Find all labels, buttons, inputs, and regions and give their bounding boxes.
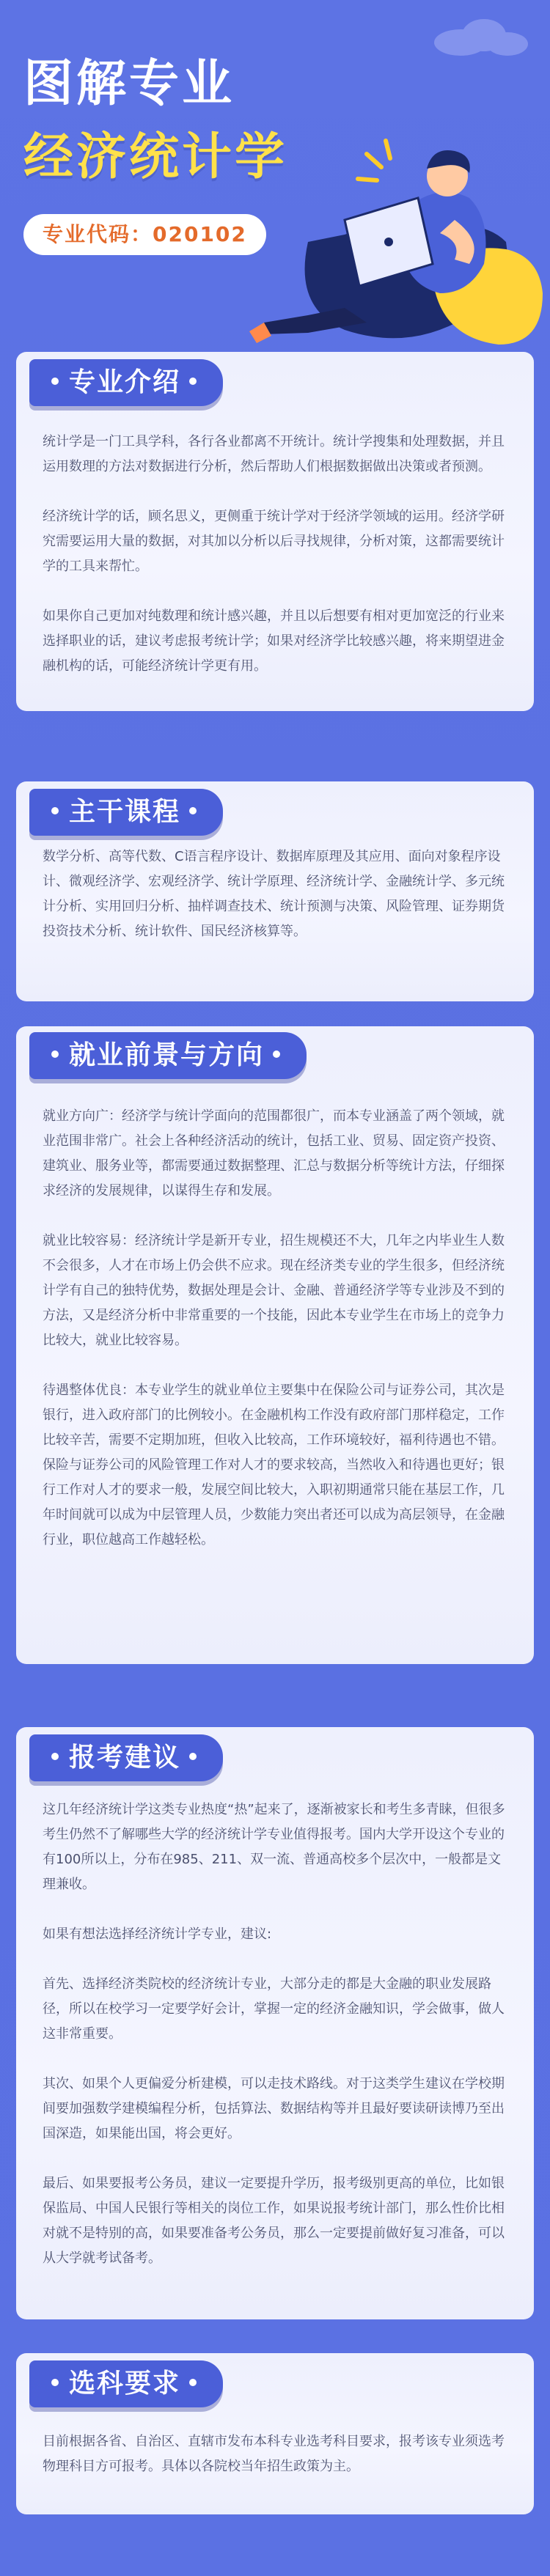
section-heading-careers: 就业前景与方向 bbox=[29, 1032, 307, 1079]
paragraph: 首先、选择经济类院校的经济统计专业，大部分走的都是大金融的职业发展路径，所以在校学习一定要学好会计，掌握一定的经济金融知识，学会做事，做人这非常重要。 bbox=[43, 1976, 505, 2042]
page-title-line1: 图解专业 bbox=[23, 55, 235, 113]
dot-icon bbox=[189, 378, 197, 385]
section-heading-intro: 专业介绍 bbox=[29, 359, 223, 406]
paragraph: 数学分析、高等代数、C语言程序设计、数据库原理及其应用、面向对象程序设计、微观经济学、宏观经济学、统计学原理、经济统计学、金融统计学、多元统计分析、实用回归分析、抽样调查技术、统计预测与决策、风险管理、证券期货投资技术分析、统计软件、国民经济核算等。 bbox=[43, 849, 505, 939]
paragraph: 待遇整体优良：本专业学生的就业单位主要集中在保险公司与证券公司，其次是银行，进入政府部门的比例较小。在金融机构工作没有政府部门那样稳定，工作比较辛苦，需要不定期加班，但收入比较高，工作环境较好，福利待遇也不错。保险与证券公司的风险管理工作对人才的要求较高，当然收入和待遇也更好；银行工作对人才的要求一般，发展空间比较大，入职初期通常只能在基层工作，几年时间就可以成为中层管理人员，少数能力突出者还可以成为高层领导，在金融行业，职位越高工作越轻松。 bbox=[43, 1383, 505, 1548]
dot-icon bbox=[51, 378, 59, 385]
paragraph: 如果你自己更加对纯数理和统计感兴趣，并且以后想要有相对更加宽泛的行业来选择职业的话，建议考虑报考统计学；如果对经济学比较感兴趣，将来期望进金融机构的话，可能经济统计学更有用。 bbox=[43, 608, 505, 674]
paragraph: 统计学是一门工具学科，各行各业都离不开统计。统计学搜集和处理数据，并且运用数理的方法对数据进行分析，然后帮助人们根据数据做出决策或者预测。 bbox=[43, 434, 505, 474]
paragraph: 就业方向广：经济学与统计学面向的范围都很广，而本专业涵盖了两个领域，就业范围非常广。社会上各种经济活动的统计，包括工业、贸易、固定资产投资、建筑业、服务业等，都需要通过数据整理、汇总与数据分析等统计方法，仔细探求经济的发展规律，以谋得生存和发展。 bbox=[43, 1108, 505, 1199]
section-body bbox=[43, 844, 507, 944]
dot-icon bbox=[51, 807, 59, 814]
page-title-line2: 经济统计学 bbox=[23, 128, 288, 186]
paragraph: 经济统计学的话，顾名思义，更侧重于统计学对于经济学领域的运用。经济学研究需要运用大量的数据，对其加以分析以后寻找规律，分析对策，这都需要统计学的工具来帮忙。 bbox=[43, 509, 505, 574]
paragraph: 如果有想法选择经济统计学专业，建议: bbox=[43, 1927, 272, 1942]
major-code-badge: 专业代码：020102 bbox=[23, 214, 266, 255]
spark-icon bbox=[358, 141, 390, 180]
hero-banner bbox=[0, 0, 550, 345]
section-heading-advice: 报考建议 bbox=[29, 1734, 223, 1781]
section-body bbox=[43, 2429, 507, 2479]
section-heading-courses: 主干课程 bbox=[29, 789, 223, 836]
dot-icon bbox=[189, 1753, 197, 1760]
dot-icon bbox=[51, 2379, 59, 2386]
dot-icon bbox=[51, 1050, 59, 1058]
section-body bbox=[43, 430, 507, 679]
paragraph: 目前根据各省、自治区、直辖市发布本科专业选考科目要求，报考该专业须选考物理科目方可报考。具体以各院校当年招生政策为主。 bbox=[43, 2434, 505, 2474]
section-heading-subjects: 选科要求 bbox=[29, 2360, 223, 2407]
section-card-advice bbox=[16, 1727, 534, 2319]
cloud-icon bbox=[434, 19, 528, 56]
section-card-careers bbox=[16, 1026, 534, 1664]
dot-icon bbox=[273, 1050, 280, 1058]
section-body bbox=[43, 1104, 507, 1553]
dot-icon bbox=[51, 1753, 59, 1760]
dot-icon bbox=[189, 807, 197, 814]
paragraph: 这几年经济统计学这类专业热度“热”起来了，逐渐被家长和考生多青睐，但很多考生仍然不了解哪些大学的经济统计学专业值得报考。国内大学开设这个专业的有100所以上，分布在985、211、双一流、普通高校多个层次中，一般都是文理兼收。 bbox=[43, 1802, 505, 1892]
paragraph: 最后、如果要报考公务员，建议一定要提升学历，报考级别更高的单位，比如银保监局、中国人民银行等相关的岗位工作，如果说报考统计部门，那么性价比相对就不是特别的高，如果要准备考公务员，那么一定要提前做好复习准备，可以从大学就考试备考。 bbox=[43, 2176, 505, 2266]
dot-icon bbox=[189, 2379, 197, 2386]
section-body bbox=[43, 1797, 507, 2271]
paragraph: 就业比较容易：经济统计学是新开专业，招生规模还不大，几年之内毕业生人数不会很多，人才在市场上仍会供不应求。现在经济类专业的学生很多，但经济统计学有自己的独特优势，数据处理是会计、金融、普通经济学等专业涉及不到的方法，又是经济分析中非常重要的一个技能，因此本专业学生在市场上的竞争力比较大，就业比较容易。 bbox=[43, 1233, 505, 1348]
paragraph: 其次、如果个人更偏爱分析建模，可以走技术路线。对于这类学生建议在学校期间要加强数学建模编程分析，包括算法、数据结构等并且最好要读研读博乃至出国深造，如果能出国，将会更好。 bbox=[43, 2076, 505, 2141]
